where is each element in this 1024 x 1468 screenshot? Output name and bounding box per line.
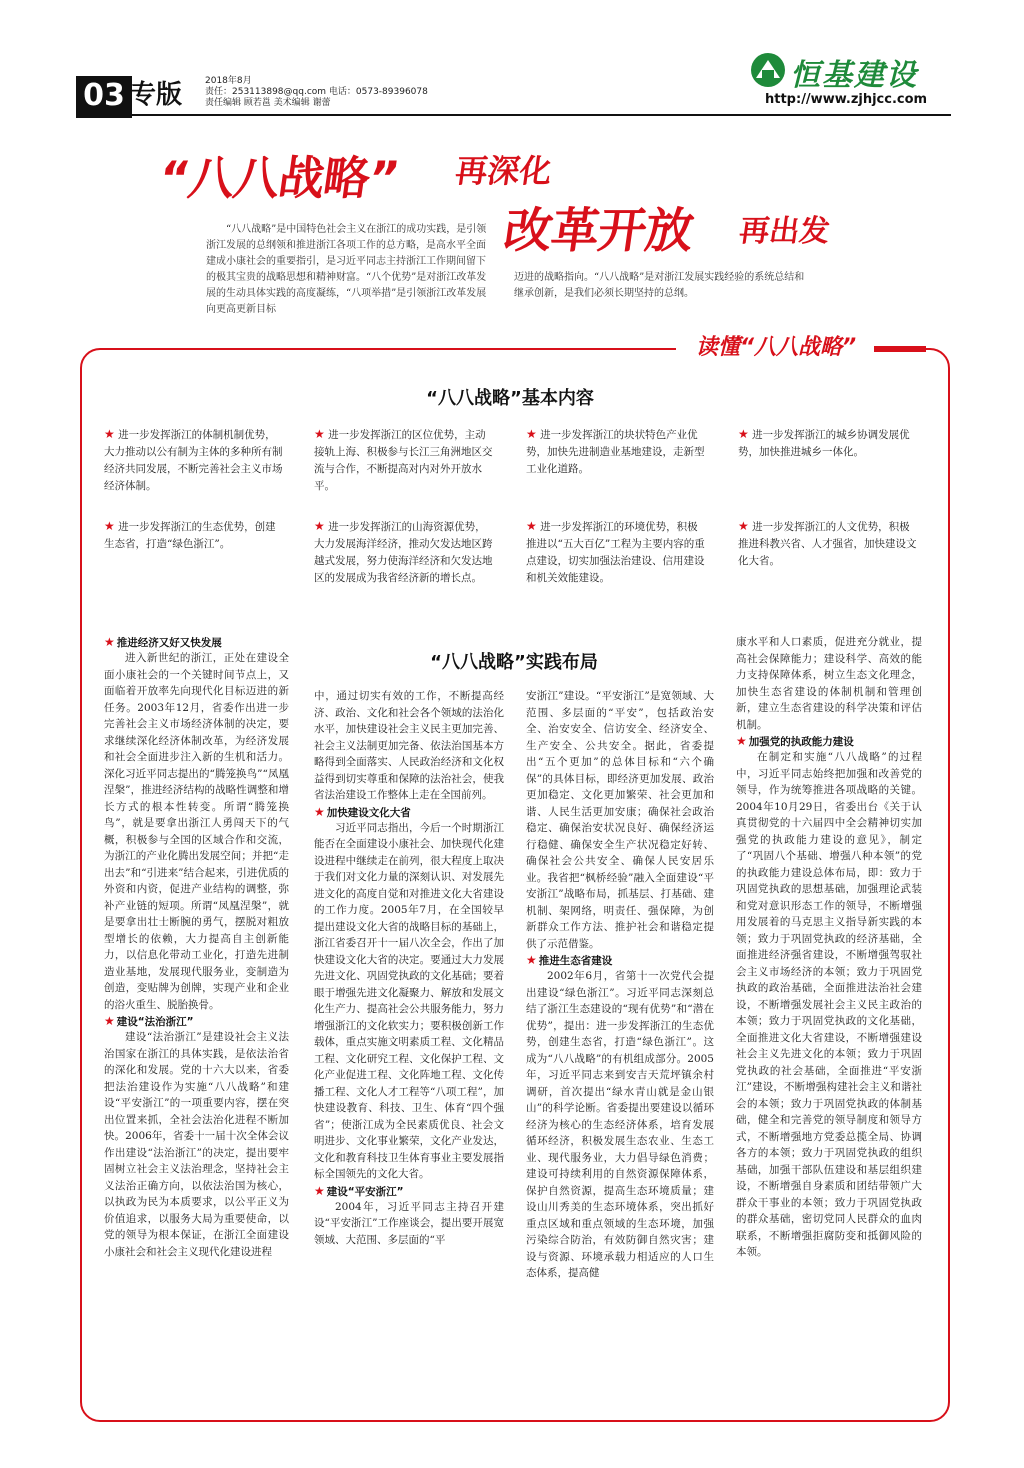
star-icon: ★ bbox=[314, 804, 325, 819]
company-url: http://www.zjhjcc.com bbox=[765, 92, 928, 107]
article-paragraph: 安浙江”建设。“平安浙江”是宽领域、大范围、多层面的“平安”，包括政治安全、治安安全、信访安全、经济安全、生产安全、公共安全。据此，省委提出“五个更加”的总体目标和“六个确保”的具体目标，即经济更加发展、政治更加稳定、文化更加繁荣、社会更加和谐、人民生活更加安康；确保社会政治稳定、确保治安状况良好、确保经济运行稳健、确保安全生产状况稳定好转、确保社会公共安全、确保人民安居乐业。我省把“枫桥经验”融入全面建设“平安浙江”战略布局，抓基层、打基础、建机制、架网络，明责任、强保障，为创新群众工作方法、推护社会和谐稳定提供了示范借鉴。 bbox=[526, 690, 714, 950]
star-icon: ★ bbox=[526, 953, 537, 967]
article-subheading bbox=[104, 635, 289, 650]
basic-item-text: 进一步发挥浙江的块状特色产业优势，加快先进制造业基地建设，走新型工业化道路。 bbox=[526, 429, 705, 475]
article-subheading-text: 加快建设文化大省 bbox=[326, 806, 411, 819]
basic-item bbox=[104, 518, 284, 553]
article-column bbox=[526, 688, 714, 1282]
star-icon: ★ bbox=[526, 427, 537, 441]
article-paragraph: 建设“法治浙江”是建设社会主义法治国家在浙江的具体实践，是依法治省的深化和发展。党的十六大以来，省委把法治建设作为实施“八八战略”和建设“平安浙江”的一项重要内容，摆在突出位置来抓，全社会法治化进程不断加快。2006年，省委十一届十次全体会议作出建设“法治浙江”的决定，提出要牢固树立社会主义法治理念，坚持社会主义法治正确方向，以依法治国为核心，以执政为民为本质要求，以公平正义为价值追求，以服务大局为重要使命，以党的领导为根本保证，在浙江全面建设小康社会和社会主义现代化建设进程 bbox=[104, 1031, 289, 1258]
basic-item bbox=[526, 518, 706, 587]
star-icon: ★ bbox=[314, 1183, 325, 1198]
basic-item-text: 进一步发挥浙江的体制机制优势，大力推动以公有制为主体的多种所有制经济共同发展，不断完善社会主义市场经济体制。 bbox=[104, 429, 283, 492]
basic-item bbox=[738, 426, 918, 461]
article-subheading-text: 建设“平安浙江” bbox=[326, 1185, 404, 1198]
basic-item-text: 进一步发挥浙江的生态优势，创建生态省，打造“绿色浙江”。 bbox=[104, 521, 276, 550]
star-icon: ★ bbox=[736, 734, 747, 748]
star-icon: ★ bbox=[314, 427, 325, 441]
basic-item-text: 进一步发挥浙江的山海资源优势，大力发展海洋经济，推动欠发达地区跨越式发展，努力使海洋经济和欠发达地区的发展成为我省经济新的增长点。 bbox=[314, 521, 493, 584]
article-paragraph: 进入新世纪的浙江，正处在建设全面小康社会的一个关键时间节点上，又面临着开放率先向现代化目标迈进的新任务。2003年12月，省委作出进一步完善社会主义市场经济体制的决定，要求继续深化经济体制改革，为经济发展和社会全面进步注入新的生机和活力。深化习近平同志提出的“腾笼换鸟”“凤凰涅槃”，推进经济结构的战略性调整和增长方式的根本性转变。所谓“腾笼换鸟”，就是要拿出浙江人勇闯天下的气概，积极参与全国的区域合作和交流，为浙江的产业化腾出发展空间；并把“走出去”和“引进来”结合起来，引进优质的外资和内资，促进产业结构的调整，弥补产业链的短项。所谓“凤凰涅槃”，就是要拿出壮士断腕的勇气，摆脱对粗放型增长的依赖，大力提高自主创新能力，以信息化带动工业化，打造先进制造业基地，发展现代服务业，变制造为创造，变贴牌为创牌，实现产业和企业的浴火重生、脱胎换骨。 bbox=[104, 652, 289, 1011]
star-icon: ★ bbox=[526, 519, 537, 533]
section-name: 专版 bbox=[130, 80, 183, 110]
intro-left: “八八战略”是中国特色社会主义在浙江的成功实践，是引领浙江发展的总纲领和推进浙江各项工作的总方略，是高水平全面建成小康社会的重要指引，是习近平同志主持浙江工作期间留下的极其宝贵的战略思想和精神财富。“八个优势”是对浙江改革发展的生动具体实践的高度凝练，“八项举措”是引领浙江改革发展向更高更新目标 bbox=[206, 224, 487, 315]
header-rule bbox=[76, 114, 951, 116]
star-icon: ★ bbox=[104, 635, 115, 649]
article-subheading bbox=[314, 1184, 504, 1199]
article-paragraph: 习近平同志指出，今后一个时期浙江能否在全面建设小康社会、加快现代化建设进程中继续走在前列，很大程度上取决于我们对文化力量的深刻认识、对发展先进文化的高度自觉和对推进文化大省建设的工作力度。2005年7月，在全国较早提出建设文化大省的战略目标的基础上，浙江省委召开十一届八次全会，作出了加快建设文化大省的决定。要通过大力发展先进文化、巩固党执政的文化基础；要着眼于增强先进文化凝聚力、解放和发展文化生产力、提高社会公共服务能力，努力增强浙江的文化软实力；要积极创新工作载体，重点实施文明素质工程、文化精品工程、文化研究工程、文化保护工程、文化产业促进工程、文化阵地工程、文化传播工程、文化人才工程等“八项工程”，加快建设教育、科技、卫生、体育“四个强省”；使浙江成为全民素质优良、社会文明进步、文化事业繁荣，文化产业发达，文化和教育科技卫生体育事业主要发展指标全国领先的文化大省。 bbox=[314, 821, 504, 1180]
article-subheading-text: 推进经济又好又快发展 bbox=[116, 637, 222, 649]
basic-item bbox=[738, 518, 918, 570]
frame-tag: 读懂“八八战略” bbox=[676, 332, 876, 364]
star-icon: ★ bbox=[738, 427, 749, 441]
company-logo-icon bbox=[750, 52, 786, 88]
company-logo-text: 恒基建设 bbox=[790, 58, 918, 93]
star-icon: ★ bbox=[104, 427, 115, 441]
practice-heading: “八八战略”实践布局 bbox=[430, 652, 598, 673]
article-subheading-text: 推进生态省建设 bbox=[538, 955, 613, 967]
intro-right: 迈进的战略指向。“八八战略”是对浙江发展实践经验的系统总结和继承创新，是我们必须长期坚持的总纲。 bbox=[514, 272, 805, 299]
basic-heading: “八八战略”基本内容 bbox=[426, 388, 594, 409]
article-paragraph: 康水平和人口素质，促进充分就业，提高社会保障能力；建设科学、高效的能力支持保障体系，树立生态文化理念，加快生态省建设的体制机制和管理创新，建立生态省建设的科学决策和评估机制。 bbox=[736, 636, 922, 731]
basic-item-text: 进一步发挥浙江的人文优势，积极推进科教兴省、人才强省，加快建设文化大省。 bbox=[738, 521, 917, 567]
page-number: 03 bbox=[76, 76, 132, 118]
contact-line: 责任：253113898@qq.com 电话：0573-89396078 bbox=[205, 87, 428, 97]
star-icon: ★ bbox=[314, 519, 325, 533]
basic-item bbox=[526, 426, 706, 478]
headline-part2: 改革开放 bbox=[500, 203, 697, 259]
editor-line: 责任编辑 顾若邕 美术编辑 谢蕾 bbox=[205, 98, 331, 108]
article-column bbox=[314, 688, 504, 1248]
article-paragraph: 2002年6月，省第十一次党代会提出建设“绿色浙江”。习近平同志深刻总结了浙江生态建设的“现有优势”和“潜在优势”，提出：进一步发挥浙江的生态优势，创建生态省，打造“绿色浙江”。这成为“八八战略”的有机组成部分。2005年，习近平同志来到安吉天荒坪镇余村调研，首次提出“绿水青山就是金山银山”的科学论断。省委提出要建设以循环经济为核心的生态经济体系，培育发展循环经济，积极发展生态农业、生态工业、现代服务业，大力倡导绿色消费；建设可持续利用的自然资源保障体系，保护自然资源，提高生态环境质量；建设山川秀美的生态环境体系，突出抓好重点区域和重点领域的生态环境，加强污染综合防治，有效防御自然灾害；建设与资源、环境承载力相适应的人口生态体系，提高健 bbox=[526, 970, 714, 1279]
headline-part1: “八八战略” bbox=[155, 151, 402, 205]
basic-item bbox=[314, 426, 494, 495]
article-subheading bbox=[526, 953, 714, 968]
headline-part1b: 再深化 bbox=[453, 152, 555, 190]
star-icon: ★ bbox=[104, 519, 115, 533]
article-column bbox=[104, 634, 289, 1260]
article-subheading bbox=[104, 1014, 289, 1029]
article-subheading bbox=[736, 734, 922, 749]
article-column bbox=[736, 634, 922, 1261]
article-paragraph: 中，通过切实有效的工作，不断提高经济、政治、文化和社会各个领域的法治化水平，加快建设社会主义民主更加完善、社会主义法制更加完备、依法治国基本方略得到全面落实、人民政治经济和文化权益得到切实尊重和保障的法治社会，使我省法治建设工作整体上走在全国前列。 bbox=[314, 690, 504, 801]
issue-date: 2018年8月 bbox=[205, 76, 252, 86]
basic-item bbox=[104, 426, 284, 495]
tag-bar bbox=[874, 346, 926, 352]
article-subheading bbox=[314, 805, 504, 820]
basic-item-text: 进一步发挥浙江的区位优势，主动接轨上海、积极参与长江三角洲地区交流与合作，不断提高对内对外开放水平。 bbox=[314, 429, 493, 492]
article-subheading-text: 建设“法治浙江” bbox=[116, 1016, 194, 1028]
star-icon: ★ bbox=[738, 519, 749, 533]
article-paragraph: 2004年，习近平同志主持召开建设“平安浙江”工作座谈会，提出要开展宽领域、大范围、多层面的“平 bbox=[314, 1200, 504, 1246]
star-icon: ★ bbox=[104, 1014, 115, 1028]
basic-item bbox=[314, 518, 494, 587]
headline-part2b: 再出发 bbox=[737, 214, 832, 249]
header-meta bbox=[205, 76, 428, 109]
basic-item-text: 进一步发挥浙江的环境优势，积极推进以“五大百亿”工程为主要内容的重点建设，切实加强法治建设、信用建设和机关效能建设。 bbox=[526, 521, 705, 584]
basic-item-text: 进一步发挥浙江的城乡协调发展优势，加快推进城乡一体化。 bbox=[738, 429, 910, 458]
article-subheading-text: 加强党的执政能力建设 bbox=[748, 736, 854, 748]
article-paragraph: 在制定和实施“八八战略”的过程中，习近平同志始终把加强和改善党的领导，作为统筹推进各项战略的关键。2004年10月29日，省委出台《关于认真贯彻党的十六届四中全会精神切实加强党的执政能力建设的意见》，制定了“巩固八个基础、增强八种本领”的党的执政能力建设总体布局，即：致力于巩固党执政的思想基础，加强理论武装和党对意识形态工作的领导，不断增强用发展着的马克思主义指导新实践的本领；致力于巩固党执政的经济基础，全面推进经济强省建设，不断增强驾驭社会主义市场经济的本领；致力于巩固党执政的政治基础，全面推进法治社会建设，不断增强发展社会主义民主政治的本领；致力于巩固党执政的文化基础，全面推进文化大省建设，不断增强建设社会主义先进文化的本领；致力于巩固党执政的社会基础，全面推进“平安浙江”建设，不断增强构建社会主义和谐社会的本领；致力于巩固党执政的体制基础，健全和完善党的领导制度和领导方式，不断增强地方党委总揽全局、协调各方的本领；致力于巩固党执政的组织基础，加强干部队伍建设和基层组织建设，不断增强自身素质和团结带领广大群众干事业的本领；致力于巩固党执政的群众基础，密切党同人民群众的血肉联系，不断增强拒腐防变和抵御风险的本领。 bbox=[736, 751, 922, 1258]
